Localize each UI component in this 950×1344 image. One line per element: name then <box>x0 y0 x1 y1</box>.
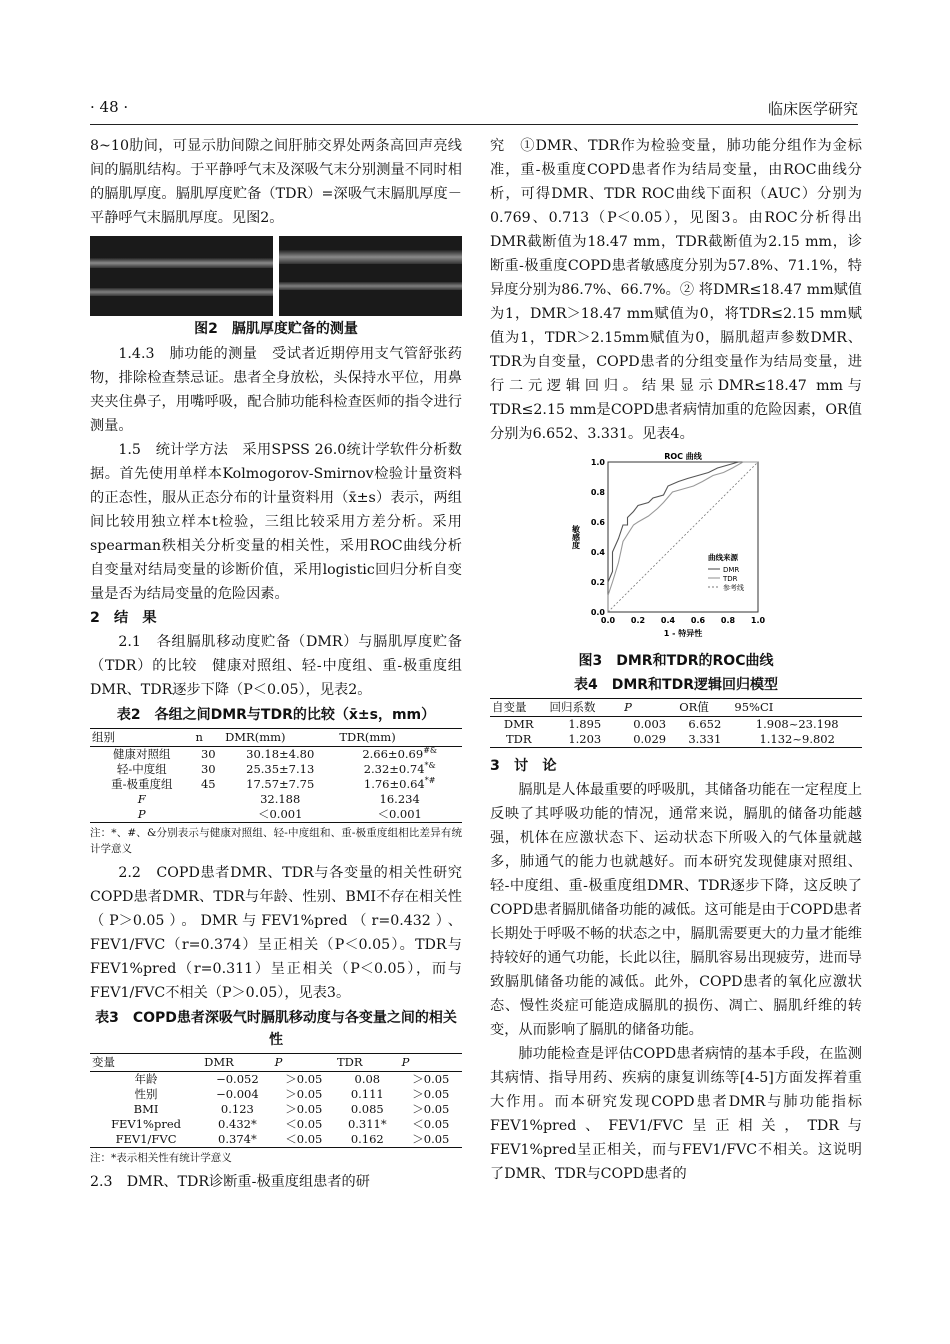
table-header: P <box>273 1054 335 1072</box>
cell: BMI <box>133 1102 159 1116</box>
cell: 0.311* <box>347 1117 387 1131</box>
y-tick-label: 0.8 <box>590 488 605 497</box>
header-rule <box>90 124 858 125</box>
cell: 25.35±7.13 <box>246 762 315 776</box>
cell: ＜0.001 <box>337 807 462 823</box>
table-header: DMR <box>202 1054 273 1072</box>
cell: −0.004 <box>216 1087 259 1101</box>
cell: 0.162 <box>335 1132 400 1148</box>
table-row <box>90 1072 462 1088</box>
journal-name: 临床医学研究 <box>767 100 858 118</box>
cell: FEV1/FVC <box>90 1132 202 1148</box>
figure-3-caption: 图3 DMR和TDR的ROC曲线 <box>578 653 774 669</box>
table-4-caption: 表4 DMR和TDR逻辑回归模型 <box>573 677 779 693</box>
legend-title: 曲线来源 <box>708 553 738 562</box>
table-2-note: 注：*、#、&分别表示与健康对照组、轻-中度组和、重-极重度组相比差异有统计学意义 <box>90 827 462 855</box>
table-3 <box>90 1053 462 1148</box>
cell: 1.76±0.64*# <box>363 776 436 791</box>
paragraph: 8~10肋间，可显示肋间隙之间肝肺交界处两条高回声亮线间的膈肌结构。于平静呼气末及深吸气末分别测量不同时相的膈肌厚度。膈肌厚度贮备（TDR）=深吸气末膈肌厚度－平静呼气末膈肌厚度。见图2。 <box>90 138 462 226</box>
cell: 0.432* <box>218 1117 257 1131</box>
cell: 0.08 <box>354 1072 381 1086</box>
cell: 1.895 <box>568 717 602 731</box>
y-tick-label: 1.0 <box>590 458 605 467</box>
table-row <box>90 1087 462 1102</box>
cell: 0.029 <box>622 732 677 748</box>
cell: 性别 <box>134 1087 158 1101</box>
paragraph: 究 ①DMR、TDR作为检验变量，肺功能分组作为金标准，重-极重度COPD患者作为结局变量，由ROC曲线分析，可得DMR、TDR ROC曲线下面积（AUC）分别为0.769、0.713（P＜0.05），见图3。由ROC分析得出DMR截断值为18.47 mm，TDR截断值为2.15 mm，诊断重-极重度COPD患者敏感度分别为57.8%、71.1%，特异度分别为86.7%、66.7%。② 将DMR≤18.47 mm赋值为1，DMR＞18.47 mm赋值为0，将TDR≤2.15 mm赋值为1，TDR＞2.15mm赋值为0，膈肌超声参数DMR、TDR为自变量，COPD患者的分组变量作为结局变量，进行二元逻辑回归。结果显示DMR≤18.47 mm与TDR≤2.15 mm是COPD患者病情加重的危险因素，OR值分别为6.652、3.331。见表4。 <box>490 138 862 442</box>
table-row <box>90 1132 462 1148</box>
right-column <box>490 134 862 1186</box>
paragraph: 2.3 DMR、TDR诊断重-极重度组患者的研 <box>90 1174 370 1190</box>
cell: ＜0.05 <box>285 1117 323 1131</box>
cell: 30.18±4.80 <box>246 747 315 761</box>
cell: F <box>137 792 146 806</box>
table-row <box>90 792 462 807</box>
cell: 32.188 <box>260 792 301 806</box>
cell: 1.203 <box>547 732 622 748</box>
cell <box>194 807 224 823</box>
page-number: · 48 · <box>90 98 129 116</box>
x-tick-label: 0.6 <box>690 616 706 625</box>
table-3-note: 注：*表示相关性有统计学意义 <box>90 1152 232 1164</box>
x-tick-label: 0.0 <box>600 616 616 625</box>
roc-chart <box>556 448 796 648</box>
cell: −0.052 <box>216 1072 259 1086</box>
cell: 0.085 <box>350 1102 384 1116</box>
cell: 1.132~9.802 <box>732 732 862 748</box>
cell: 30 <box>200 747 216 761</box>
cell: 0.123 <box>220 1102 254 1116</box>
cell: ＞0.05 <box>400 1132 462 1148</box>
paragraph: 肺功能检查是评估COPD患者病情的基本手段，在监测其病情、指导用药、疾病的康复训练等[4-5]方面发挥着重大作用。而本研究发现COPD患者DMR与肺功能指标FEV1%pred、FEV1/FVC呈正相关，TDR与FEV1%pred呈正相关，而与FEV1/FVC不相关。这说明了DMR、TDR与COPD患者的 <box>490 1046 862 1182</box>
table-row <box>90 762 462 777</box>
legend-entry: TDR <box>723 575 738 583</box>
cell: ＞0.05 <box>412 1072 450 1086</box>
x-tick-label: 1.0 <box>750 616 766 625</box>
y-tick-label: 0.6 <box>590 518 605 527</box>
y-axis-label: 敏感度 <box>571 525 581 549</box>
cell: ＞0.05 <box>412 1102 450 1116</box>
cell: ＞0.05 <box>285 1087 323 1101</box>
table-header: TDR <box>335 1054 400 1072</box>
y-tick-label: 0.4 <box>590 548 605 557</box>
cell: ＜0.05 <box>412 1117 450 1131</box>
cell: TDR <box>490 732 547 748</box>
section-heading: 3 讨 论 <box>490 758 557 774</box>
cell: ＜0.05 <box>273 1132 335 1148</box>
table-row <box>490 717 862 733</box>
cell: 2.32±0.74*& <box>363 761 436 776</box>
table-header: 变量 <box>90 1054 202 1072</box>
y-tick-label: 0.0 <box>590 608 605 617</box>
table-2-caption: 表2 各组之间DMR与TDR的比较（x̄±s，mm） <box>116 707 436 723</box>
cell: 1.908~23.198 <box>755 717 839 731</box>
table-row <box>90 807 462 823</box>
table-header: DMR(mm) <box>223 729 337 747</box>
table-2 <box>90 728 462 823</box>
table-row <box>90 747 462 763</box>
paragraph: 1.4.3 肺功能的测量 受试者近期停用支气管舒张药物，排除检查禁忌证。患者全身放松，头保持水平位，用鼻夹夹住鼻子，用嘴呼吸，配合肺功能科检查医师的指令进行测量。 <box>90 346 462 434</box>
table-header: n <box>194 729 224 747</box>
left-column <box>90 134 477 1194</box>
chart-title: ROC 曲线 <box>664 452 702 461</box>
x-tick-label: 0.2 <box>630 616 646 625</box>
paragraph: 2.1 各组膈肌移动度贮备（DMR）与膈肌厚度贮备（TDR）的比较 健康对照组、轻-中度组、重-极重度组DMR、TDR逐步下降（P＜0.05），见表2。 <box>90 634 462 698</box>
table-header: TDR(mm) <box>337 729 462 747</box>
y-tick-label: 0.2 <box>590 578 605 587</box>
cell: 2.66±0.69#& <box>362 746 438 761</box>
cell: ＞0.05 <box>285 1102 323 1116</box>
cell: FEV1%pred <box>111 1117 182 1131</box>
figure-2-caption: 图2 膈肌厚度贮备的测量 <box>194 321 358 337</box>
cell: 重-极重度组 <box>111 777 173 791</box>
cell: 3.331 <box>677 732 732 748</box>
cell <box>194 792 224 807</box>
table-3-caption: 表3 COPD患者深吸气时膈肌移动度与各变量之间的相关性 <box>95 1010 457 1048</box>
cell: 6.652 <box>688 717 722 731</box>
cell: 45 <box>200 777 216 791</box>
cell: 0.374* <box>202 1132 273 1148</box>
cell: 健康对照组 <box>113 747 171 761</box>
cell: DMR <box>503 717 534 731</box>
cell: 轻-中度组 <box>116 762 167 776</box>
section-heading: 2 结 果 <box>90 610 157 626</box>
table-header: 回归系数 <box>547 699 622 717</box>
table-header: 组别 <box>90 729 194 747</box>
cell: 17.57±7.75 <box>246 777 315 791</box>
ultrasound-image-left <box>90 236 273 316</box>
x-axis-label: 1 - 特异性 <box>663 629 703 638</box>
table-row <box>490 732 862 748</box>
table-4 <box>490 698 862 748</box>
cell: 年龄 <box>134 1072 158 1086</box>
ultrasound-image-right <box>279 236 462 316</box>
legend-entry: 参考线 <box>723 584 744 592</box>
table-row <box>90 1117 462 1132</box>
table-header: P <box>400 1054 462 1072</box>
paragraph: 1.5 统计学方法 采用SPSS 26.0统计学软件分析数据。首先使用单样本Kolmogorov-Smirnov检验计量资料的正态性，服从正态分布的计量资料用（x̄±s）表示，两组间比较用独立样本t检验，三组比较采用方差分析。采用spearman秩相关分析变量的相关性，采用ROC曲线分析自变量对结局变量的诊断价值，采用logistic回归分析自变量是否为结局变量的危险因素。 <box>90 442 462 602</box>
cell: 30 <box>200 762 216 776</box>
figure-2-images <box>90 236 462 316</box>
table-header: 自变量 <box>490 699 547 717</box>
cell: P <box>90 807 194 823</box>
cell: ＞0.05 <box>285 1072 323 1086</box>
table-header: OR值 <box>677 699 732 717</box>
table-row <box>90 777 462 792</box>
paragraph: 膈肌是人体最重要的呼吸肌，其储备功能在一定程度上反映了其呼吸功能的情况，通常来说，膈肌的储备功能越强，机体在应激状态下、运动状态下所吸入的气体量就越多，肺通气的能力也就越好。而本研究发现健康对照组、轻-中度组、重-极重度组DMR、TDR逐步下降，这反映了COPD患者膈肌储备功能的减低。这可能是由于COPD患者长期处于呼吸不畅的状态之中，膈肌需要更大的力量才能维持较好的通气功能，长此以往，膈肌容易出现疲劳，进而导致膈肌储备功能的减低。此外，COPD患者的氧化应激状态、慢性炎症可能造成膈肌的损伤、凋亡、膈肌纤维的转变，从而影响了膈肌的储备功能。 <box>490 782 862 1038</box>
legend-entry: DMR <box>723 566 740 574</box>
x-tick-label: 0.8 <box>720 616 736 625</box>
x-tick-label: 0.4 <box>660 616 676 625</box>
paragraph: 2.2 COPD患者DMR、TDR与各变量的相关性研究 COPD患者DMR、TDR与年龄、性别、BMI不存在相关性（P＞0.05）。DMR与FEV1%pred（r=0.432）、FEV1/FVC（r=0.374）呈正相关（P＜0.05）。TDR与FEV1%pred（r=0.311）呈正相关（P＜0.05），而与FEV1/FVC不相关（P＞0.05），见表3。 <box>90 865 477 1001</box>
table-header: P <box>622 699 677 717</box>
cell: 0.003 <box>633 717 667 731</box>
cell: ＜0.001 <box>223 807 337 823</box>
cell: ＞0.05 <box>412 1087 450 1101</box>
cell: 0.111 <box>350 1087 384 1101</box>
table-row <box>90 1102 462 1117</box>
table-header: 95%CI <box>732 699 862 717</box>
cell: 16.234 <box>379 792 420 806</box>
